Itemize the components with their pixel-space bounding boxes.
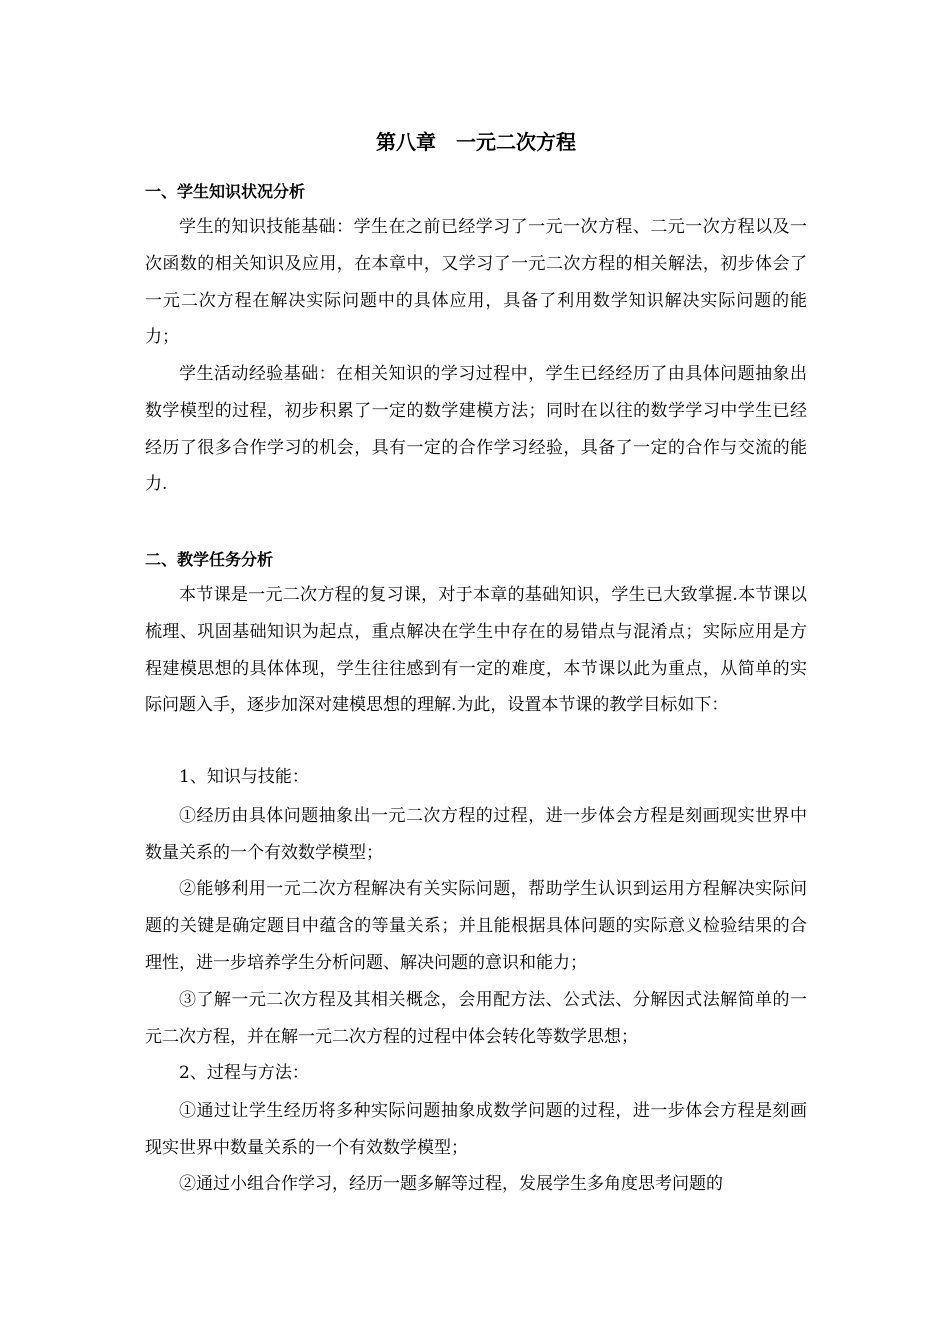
section-heading-student-analysis: 一、学生知识状况分析	[145, 182, 306, 201]
goal-process-item-1: ①通过让学生经历将多种实际问题抽象成数学问题的过程，进一步体会方程是刻画现实世界中数量关系的一个有效数学模型；	[145, 1101, 807, 1158]
goal-knowledge-item-3: ③了解一元二次方程及其相关概念，会用配方法、公式法、分解因式法解简单的一元二次方程，并在解一元二次方程的过程中体会转化等数学思想；	[145, 990, 807, 1047]
goal-process-method-label: 2、过程与方法：	[179, 1063, 309, 1083]
chapter-title: 第八章 一元二次方程	[376, 130, 576, 154]
paragraph-lesson-intro: 本节课是一元二次方程的复习课，对于本章的基础知识，学生已大致掌握.本节课以梳理、巩固基础知识为起点，重点解决在学生中存在的易错点与混淆点；实际应用是方程建模思想的具体体现，学生往往感到有一定的难度，本节课以此为重点，从简单的实际问题入手，逐步加深对建模思想的理解.为此，设置本节课的教学目标如下：	[145, 585, 807, 716]
goal-process-item-2: ②通过小组合作学习，经历一题多解等过程，发展学生多角度思考问题的	[179, 1174, 723, 1194]
section-heading-teaching-task: 二、教学任务分析	[145, 550, 274, 569]
paragraph-knowledge-basis: 学生的知识技能基础：学生在之前已经学习了一元一次方程、二元一次方程以及一次函数的相关知识及应用，在本章中，又学习了一元二次方程的相关解法，初步体会了一元二次方程在解决实际问题中的具体应用，具备了利用数学知识解决实际问题的能力；	[145, 217, 807, 348]
goal-knowledge-skills-label: 1、知识与技能：	[179, 767, 309, 787]
goal-knowledge-item-2: ②能够利用一元二次方程解决有关实际问题，帮助学生认识到运用方程解决实际问题的关键是确定题目中蕴含的等量关系；并且能根据具体问题的实际意义检验结果的合理性，进一步培养学生分析问题、解决问题的意识和能力；	[145, 879, 807, 973]
paragraph-activity-basis: 学生活动经验基础：在相关知识的学习过程中，学生已经经历了由具体问题抽象出数学模型的过程，初步积累了一定的数学建模方法；同时在以往的数学学习中学生已经经历了很多合作学习的机会，具有一定的合作学习经验，具备了一定的合作与交流的能力.	[145, 364, 807, 495]
goal-knowledge-item-1: ①经历由具体问题抽象出一元二次方程的过程，进一步体会方程是刻画现实世界中数量关系的一个有效数学模型；	[145, 806, 807, 863]
